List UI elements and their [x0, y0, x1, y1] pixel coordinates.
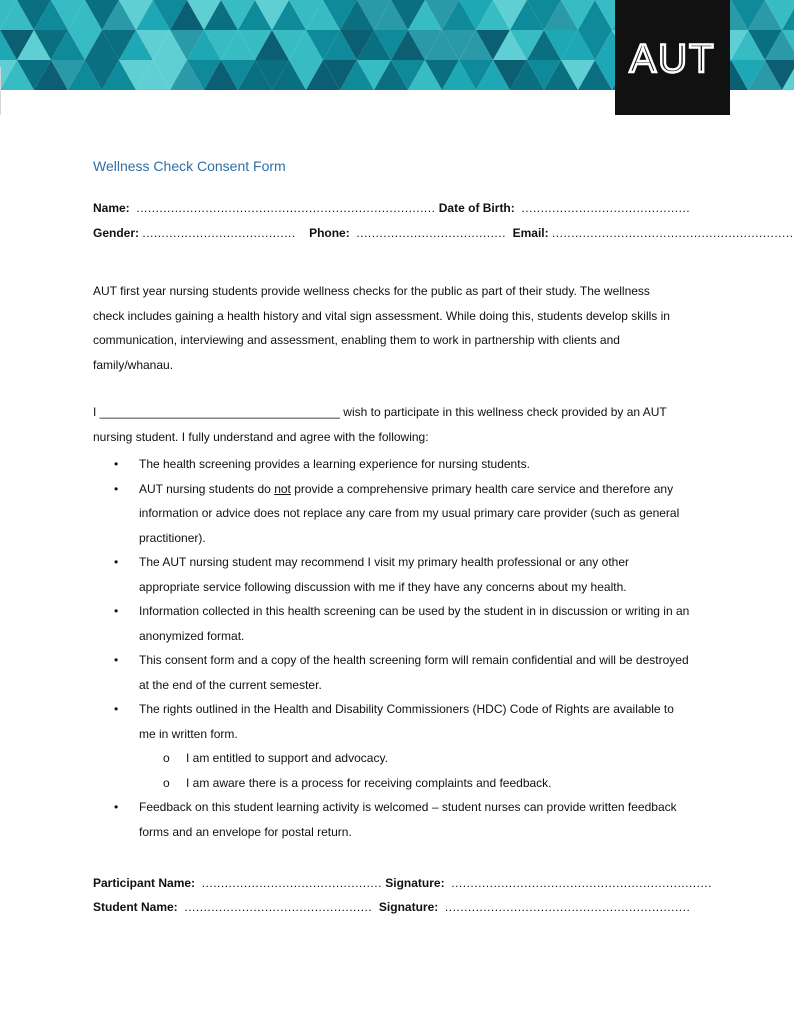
bullet-icon: • [114, 653, 119, 667]
bullet-icon: • [114, 457, 119, 471]
phone-field[interactable]: ....................................... [356, 226, 506, 240]
conditions-list [93, 452, 693, 844]
phone-label: Phone: [309, 226, 350, 240]
circle-bullet-icon: o [163, 751, 170, 765]
form-title: Wellness Check Consent Form [93, 158, 286, 174]
list-item: • The AUT nursing student may recommend I visit my primary health professional or any other appropriate service following discussion with me if they have any concerns about my health. [93, 550, 693, 599]
bullet-icon: • [114, 604, 119, 618]
emphasis-not: not [274, 481, 291, 496]
bullet-icon: • [114, 800, 119, 814]
dob-label: Date of Birth: [438, 201, 515, 215]
list-item: • Information collected in this health screening can be used by the student in in discussion or writing in an anonymized format. [93, 599, 693, 648]
bullet-icon: • [114, 555, 119, 569]
consent-text: wish to participate in this wellness check provided by an AUT nursing student. I fully understand and agree with the following: [93, 405, 667, 444]
sub-list-item: o I am aware there is a process for receiving complaints and feedback. [93, 771, 693, 796]
participant-blank[interactable]: I ____________________________________ [93, 405, 340, 419]
consent-statement [93, 400, 683, 449]
participant-signature-label: Signature: [385, 876, 445, 890]
aut-logo [615, 0, 730, 115]
list-item: • AUT nursing students do not provide a comprehensive primary health care service and therefore any information or advice does not replace any care from my usual primary care provider (such as general practitioner). [93, 477, 693, 551]
circle-bullet-icon: o [163, 775, 170, 790]
logo-text: AUT [629, 37, 716, 81]
list-item: • This consent form and a copy of the health screening form will remain confidential and will be destroyed at the end of the current semester. [93, 648, 693, 697]
student-signature-label: Signature: [378, 900, 439, 914]
page-edge-line [0, 67, 1, 115]
dob-field[interactable]: ............................................ [521, 201, 691, 215]
gender-field[interactable]: ........................................ [142, 226, 296, 240]
sub-list-item: o I am entitled to support and advocacy. [93, 746, 693, 771]
student-name-field[interactable]: ................................................. [184, 900, 373, 914]
contact-line [93, 226, 794, 240]
list-item: • The rights outlined in the Health and Disability Commissioners (HDC) Code of Rights are available to me in written form. [93, 697, 693, 746]
gender-label: Gender: [93, 226, 140, 240]
participant-signature-field[interactable]: .................................................................... [451, 876, 712, 890]
student-name-label: Student Name: [93, 900, 178, 914]
email-label: Email: [512, 226, 549, 240]
list-item: • The health screening provides a learning experience for nursing students. [93, 452, 693, 477]
bullet-icon: • [114, 702, 119, 716]
participant-name-field[interactable]: ............................................... [201, 876, 382, 890]
list-item: • Feedback on this student learning activity is welcomed – student nurses can provide written feedback forms and an envelope for postal return. [93, 795, 693, 844]
name-field[interactable]: .............................................................................. [136, 201, 436, 215]
student-signature-line [93, 900, 690, 914]
participant-name-label: Participant Name: [93, 876, 196, 890]
student-signature-field[interactable]: ................................................................ [444, 900, 691, 914]
bullet-icon: • [114, 481, 119, 496]
email-field[interactable]: ............................................................... [551, 226, 794, 240]
intro-paragraph: AUT first year nursing students provide wellness checks for the public as part of their study. The wellness check includes gaining a health history and vital sign assessment. While doing this, students develop skills in communication, interviewing and assessment, enabling them to work in partnership with clients and family/whanau. [93, 284, 670, 372]
name-label: Name: [93, 201, 130, 215]
name-dob-line [93, 201, 690, 215]
participant-signature-line [93, 876, 712, 890]
